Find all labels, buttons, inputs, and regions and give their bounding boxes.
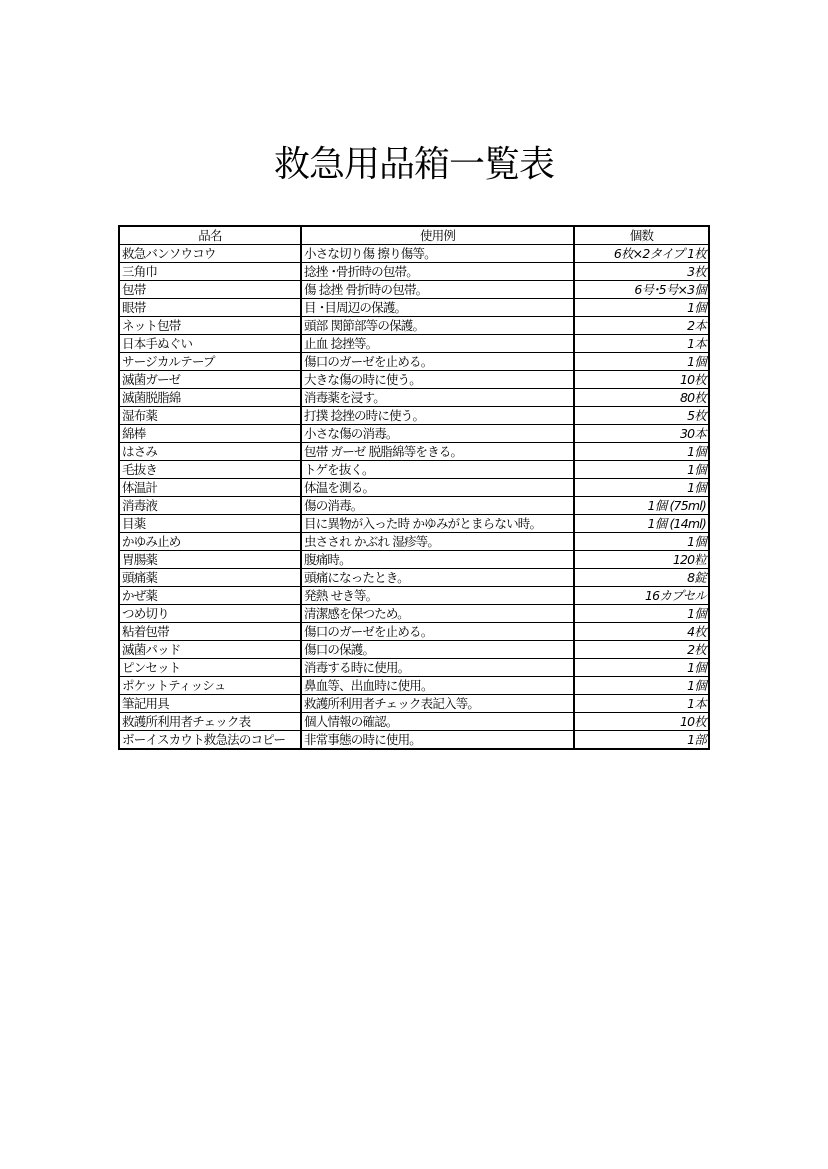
item-qty-cell: 1本 [574, 695, 709, 713]
table-row [119, 353, 709, 371]
item-name-cell: 眼帯 [119, 299, 301, 317]
table-row [119, 371, 709, 389]
item-use-cell: 頭部 関節部等の保護。 [301, 317, 574, 335]
item-name-cell: 三角巾 [119, 263, 301, 281]
table-row [119, 533, 709, 551]
item-use-cell: 発熱 せき等。 [301, 587, 574, 605]
item-name-cell: 滅菌パッド [119, 641, 301, 659]
item-qty-cell: 2本 [574, 317, 709, 335]
table-row [119, 281, 709, 299]
table-row [119, 335, 709, 353]
table-row [119, 479, 709, 497]
item-qty-cell: 1個 [574, 461, 709, 479]
table-row [119, 641, 709, 659]
item-use-cell: 消毒する時に使用。 [301, 659, 574, 677]
table-row [119, 245, 709, 263]
item-use-cell: 小さな傷の消毒。 [301, 425, 574, 443]
item-use-cell: 鼻血等、出血時に使用。 [301, 677, 574, 695]
item-qty-cell: 2枚 [574, 641, 709, 659]
item-use-cell: 傷口のガーゼを止める。 [301, 353, 574, 371]
item-qty-cell: 6枚×2タイプ 1枚 [574, 245, 709, 263]
item-use-cell: 打撲 捻挫の時に使う。 [301, 407, 574, 425]
item-qty-cell: 10枚 [574, 713, 709, 731]
item-qty-cell: 10枚 [574, 371, 709, 389]
table-row [119, 659, 709, 677]
first-aid-kit-table [118, 225, 710, 750]
item-use-cell: 非常事態の時に使用。 [301, 731, 574, 750]
table-row [119, 677, 709, 695]
item-name-cell: 湿布薬 [119, 407, 301, 425]
item-qty-cell: 1個 [574, 479, 709, 497]
item-name-cell: 消毒液 [119, 497, 301, 515]
table-row [119, 695, 709, 713]
item-qty-cell: 1個 [574, 677, 709, 695]
item-qty-cell: 5枚 [574, 407, 709, 425]
item-name-cell: 頭痛薬 [119, 569, 301, 587]
item-qty-cell: 1個 [574, 659, 709, 677]
item-use-cell: 止血 捻挫等。 [301, 335, 574, 353]
column-header-qty: 個数 [574, 226, 709, 245]
item-name-cell: つめ切り [119, 605, 301, 623]
item-use-cell: 傷口の保護。 [301, 641, 574, 659]
column-header-use: 使用例 [301, 226, 574, 245]
item-name-cell: 筆記用具 [119, 695, 301, 713]
item-name-cell: ボーイスカウト救急法のコピー [119, 731, 301, 750]
table-row [119, 263, 709, 281]
item-name-cell: サージカルテープ [119, 353, 301, 371]
page-title: 救急用品箱一覧表 [273, 144, 554, 185]
table-row [119, 713, 709, 731]
item-name-cell: 粘着包帯 [119, 623, 301, 641]
item-use-cell: 目に異物が入った時 かゆみがとまらない時。 [301, 515, 574, 533]
item-qty-cell: 1本 [574, 335, 709, 353]
item-name-cell: 目薬 [119, 515, 301, 533]
item-name-cell: 毛抜き [119, 461, 301, 479]
item-use-cell: トゲを抜く。 [301, 461, 574, 479]
item-name-cell: 救護所利用者チェック表 [119, 713, 301, 731]
item-name-cell: 包帯 [119, 281, 301, 299]
table-row [119, 407, 709, 425]
item-use-cell: 傷の消毒。 [301, 497, 574, 515]
item-qty-cell: 30本 [574, 425, 709, 443]
item-name-cell: ポケットティッシュ [119, 677, 301, 695]
table-row [119, 731, 709, 750]
item-qty-cell: 120粒 [574, 551, 709, 569]
item-use-cell: 個人情報の確認。 [301, 713, 574, 731]
item-qty-cell: 1個 (14ml) [574, 515, 709, 533]
item-name-cell: 綿棒 [119, 425, 301, 443]
table-row [119, 623, 709, 641]
table-header-row [119, 226, 709, 245]
item-use-cell: 虫さされ かぶれ 湿疹等。 [301, 533, 574, 551]
table-row [119, 443, 709, 461]
item-name-cell: はさみ [119, 443, 301, 461]
item-qty-cell: 3枚 [574, 263, 709, 281]
item-use-cell: 消毒薬を浸す。 [301, 389, 574, 407]
item-use-cell: 目 ･目周辺の保護。 [301, 299, 574, 317]
item-name-cell: ピンセット [119, 659, 301, 677]
item-use-cell: 包帯 ガーゼ 脱脂綿等をきる。 [301, 443, 574, 461]
table-row [119, 425, 709, 443]
item-qty-cell: 1個 (75ml) [574, 497, 709, 515]
item-use-cell: 傷 捻挫 骨折時の包帯。 [301, 281, 574, 299]
item-qty-cell: 1個 [574, 533, 709, 551]
item-name-cell: 胃腸薬 [119, 551, 301, 569]
table-row [119, 551, 709, 569]
item-name-cell: 日本手ぬぐい [119, 335, 301, 353]
item-use-cell: 大きな傷の時に使う。 [301, 371, 574, 389]
item-qty-cell: 8錠 [574, 569, 709, 587]
item-qty-cell: 1個 [574, 605, 709, 623]
item-use-cell: 小さな切り傷 擦り傷等。 [301, 245, 574, 263]
table-row [119, 497, 709, 515]
item-name-cell: 滅菌ガーゼ [119, 371, 301, 389]
item-name-cell: ネット包帯 [119, 317, 301, 335]
table-row [119, 515, 709, 533]
item-use-cell: 頭痛になったとき。 [301, 569, 574, 587]
item-qty-cell: 1個 [574, 443, 709, 461]
item-qty-cell: 1部 [574, 731, 709, 750]
table-row [119, 299, 709, 317]
item-qty-cell: 6号･5号×3個 [574, 281, 709, 299]
item-use-cell: 清潔感を保つため。 [301, 605, 574, 623]
table-row [119, 317, 709, 335]
item-name-cell: かぜ薬 [119, 587, 301, 605]
item-qty-cell: 1個 [574, 299, 709, 317]
table-row [119, 569, 709, 587]
item-name-cell: 救急バンソウコウ [119, 245, 301, 263]
item-name-cell: 体温計 [119, 479, 301, 497]
table-row [119, 389, 709, 407]
item-use-cell: 体温を測る。 [301, 479, 574, 497]
item-qty-cell: 1個 [574, 353, 709, 371]
table-row [119, 461, 709, 479]
table-row [119, 587, 709, 605]
item-use-cell: 捻挫 ･骨折時の包帯。 [301, 263, 574, 281]
item-use-cell: 腹痛時。 [301, 551, 574, 569]
item-use-cell: 救護所利用者チェック表記入等。 [301, 695, 574, 713]
item-qty-cell: 4枚 [574, 623, 709, 641]
table-body [119, 245, 709, 750]
item-use-cell: 傷口のガーゼを止める。 [301, 623, 574, 641]
item-qty-cell: 16カプセル [574, 587, 709, 605]
item-name-cell: かゆみ止め [119, 533, 301, 551]
item-name-cell: 滅菌脱脂綿 [119, 389, 301, 407]
table-row [119, 605, 709, 623]
item-qty-cell: 80枚 [574, 389, 709, 407]
column-header-name: 品名 [119, 226, 301, 245]
